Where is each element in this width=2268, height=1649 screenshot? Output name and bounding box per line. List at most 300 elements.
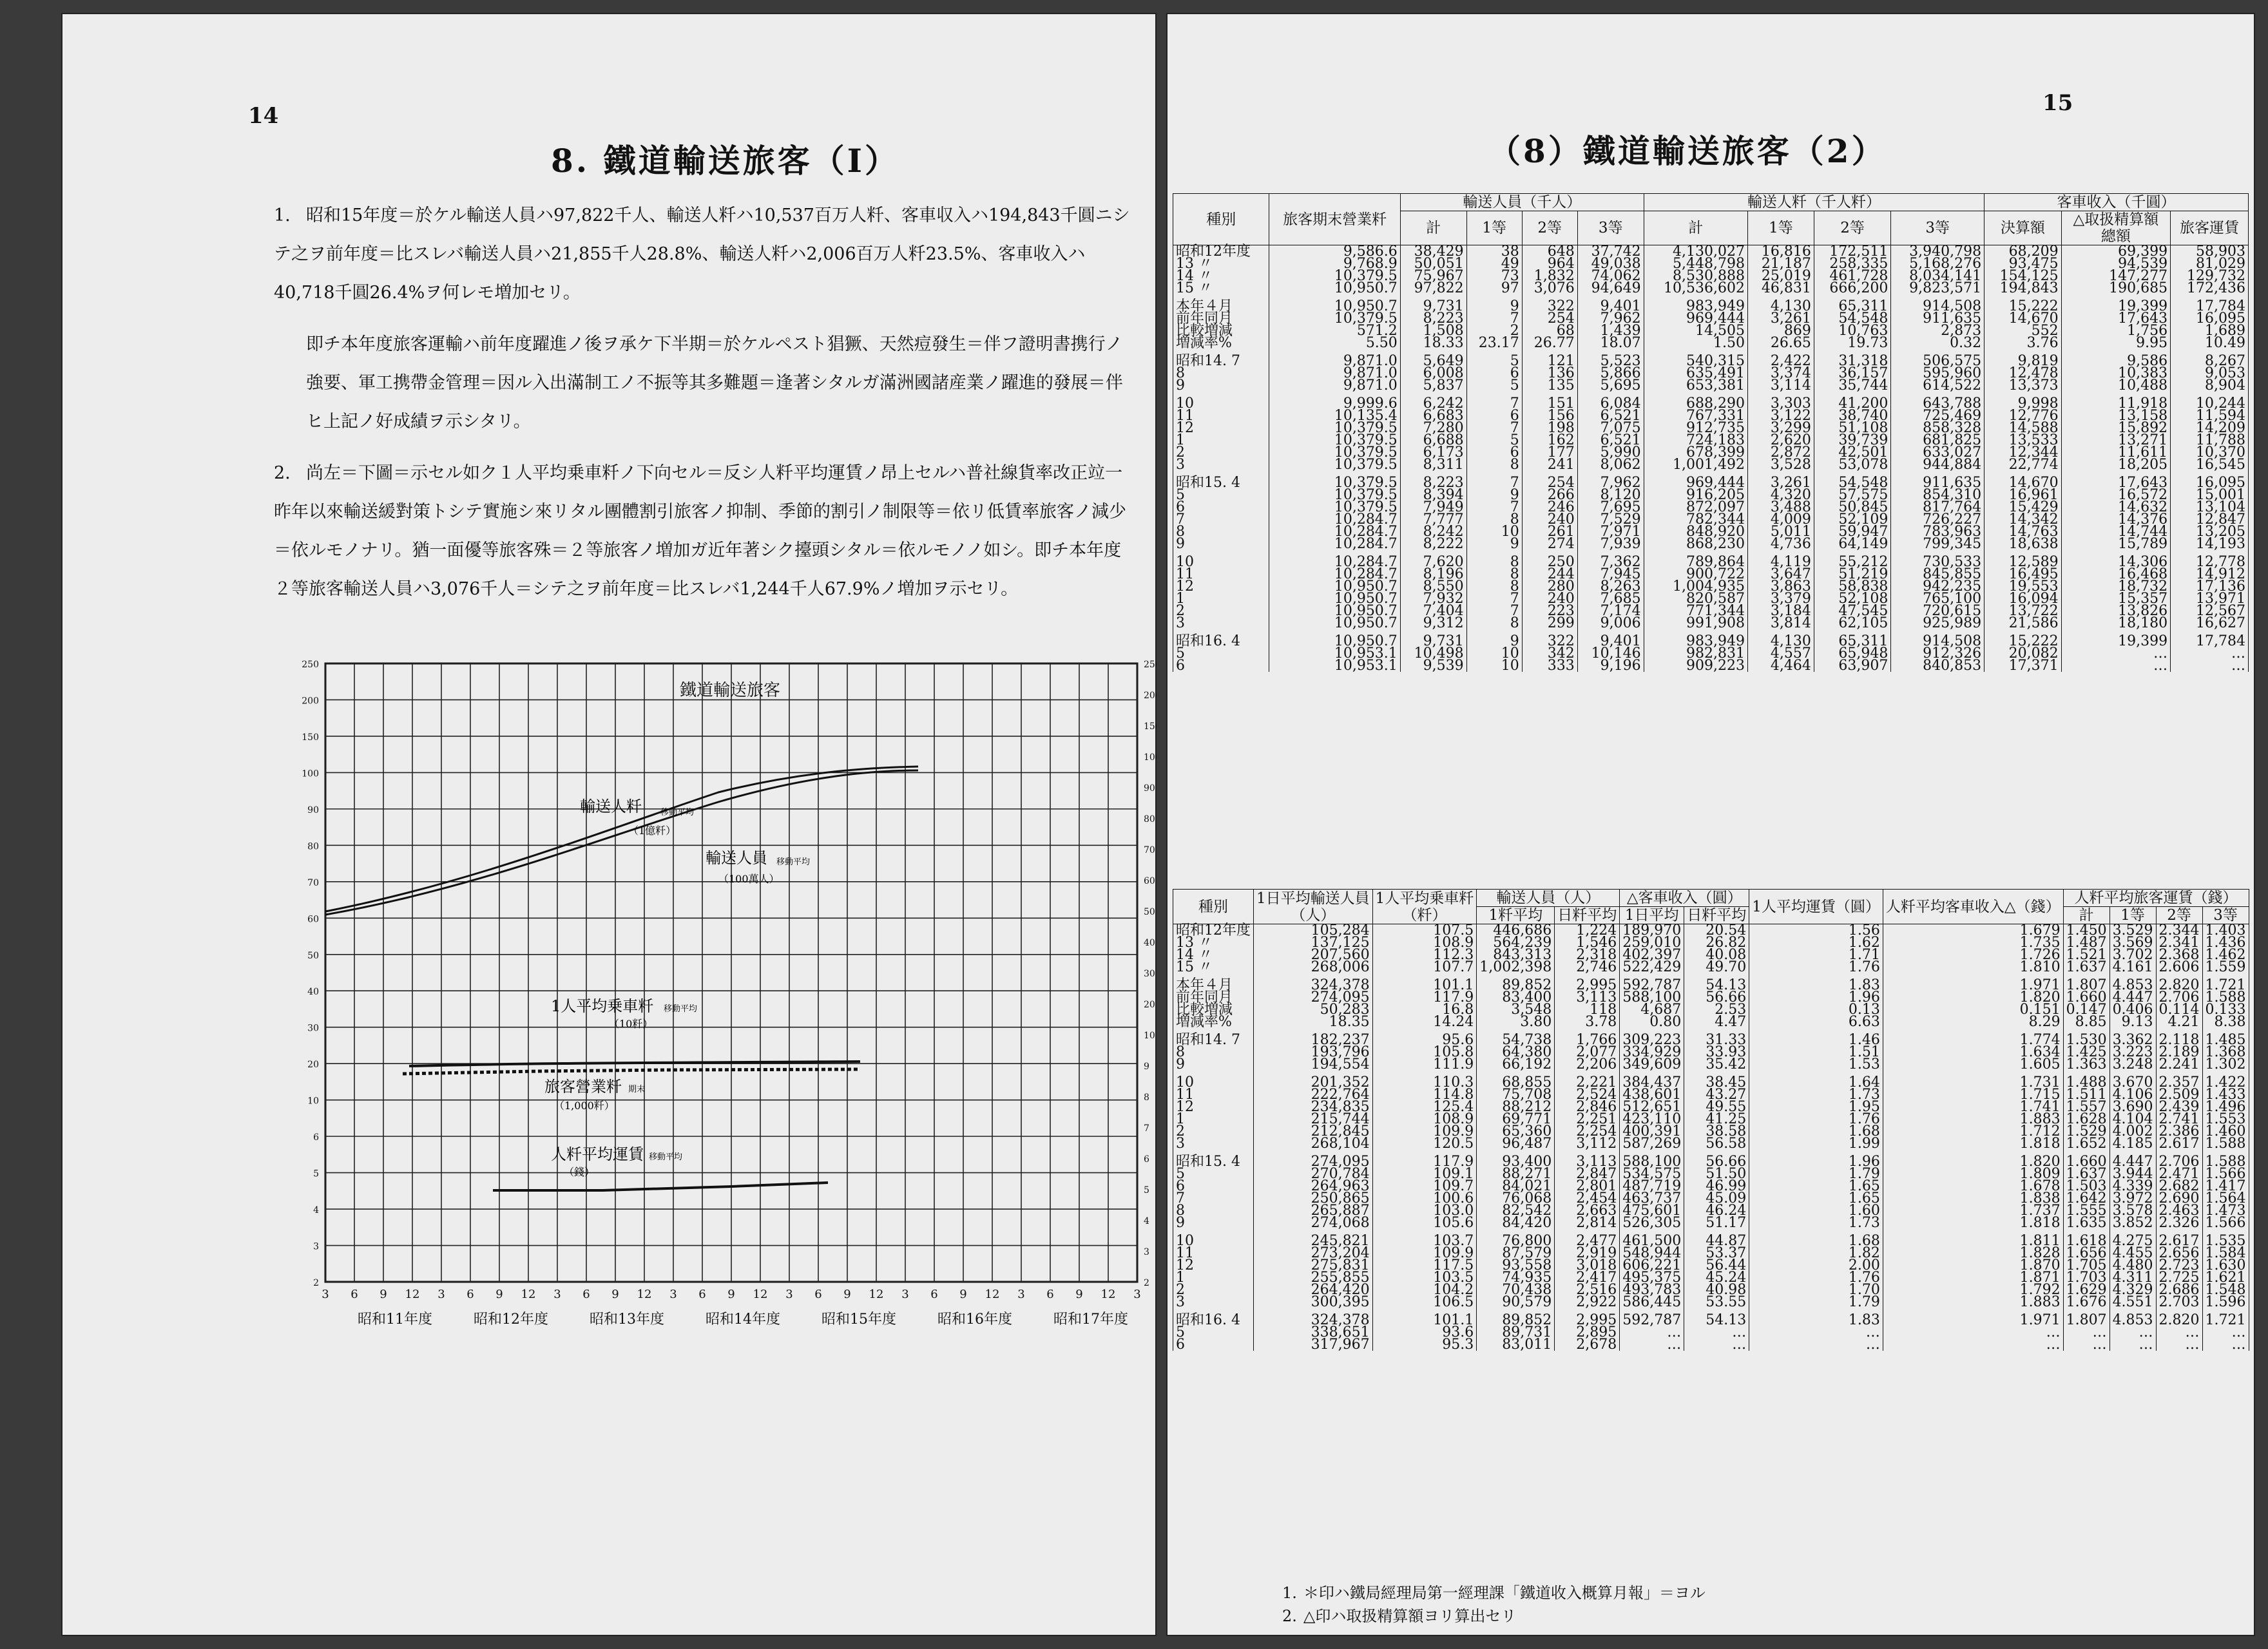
table-cell: 5: [1466, 355, 1522, 367]
table-cell: 2.326: [2156, 1217, 2202, 1229]
month-tick-label: 9: [843, 1288, 851, 1301]
table-cell: 3.362: [2109, 1034, 2156, 1046]
year-label: 昭和16年度: [937, 1311, 1012, 1328]
table-cell: 182,237: [1254, 1034, 1373, 1046]
table-cell: 8,223: [1400, 477, 1466, 489]
table-cell: 534,575: [1620, 1168, 1684, 1180]
month-tick-label: 9: [959, 1288, 967, 1301]
table-cell: 51,108: [1814, 422, 1891, 434]
table-cell: 1.818: [1883, 1217, 2063, 1229]
table-cell: 8,394: [1400, 489, 1466, 501]
table-cell: 73: [1466, 270, 1522, 282]
table-cell: 1,508: [1400, 325, 1466, 337]
table-cell: 13,373: [1984, 379, 2062, 392]
table-cell: 334,929: [1620, 1046, 1684, 1058]
table-cell: 1.73: [1749, 1089, 1883, 1101]
table-cell: …: [1883, 1326, 2063, 1339]
table-cell: 64,380: [1477, 1046, 1555, 1058]
table-cell: 57,575: [1814, 489, 1891, 501]
table-cell: 17,136: [2171, 580, 2249, 593]
table-cell: 8,120: [1577, 489, 1644, 501]
table-cell: 944,884: [1891, 459, 1984, 471]
table-cell: 10,950.7: [1269, 605, 1400, 617]
table-cell: 4,130: [1748, 635, 1814, 647]
table-cell: 2.690: [2156, 1192, 2202, 1205]
table-cell: 14,912: [2171, 568, 2249, 580]
table-cell: 9,731: [1400, 300, 1466, 312]
table-cell: 7,945: [1577, 568, 1644, 580]
month-tick-label: 6: [930, 1288, 938, 1301]
table-cell: 10,950.7: [1269, 593, 1400, 605]
table-cell: 246: [1522, 501, 1577, 513]
table-cell: 1.618: [2063, 1235, 2109, 1247]
month-tick-label: 12: [869, 1288, 884, 1301]
table-cell: 49.55: [1684, 1101, 1749, 1113]
row-label: 昭和15. 4: [1173, 477, 1269, 489]
row-label: 11: [1173, 568, 1269, 580]
table-cell: 1.433: [2202, 1089, 2249, 1101]
table-cell: 1.630: [2202, 1259, 2249, 1272]
table-cell: 4.447: [2109, 991, 2156, 1004]
table-cell: 162: [1522, 434, 1577, 446]
table-cell: 15,429: [1984, 501, 2062, 513]
table-cell: 0.80: [1620, 1016, 1684, 1028]
table-cell: 62,105: [1814, 617, 1891, 629]
table-cell: 4.853: [2109, 1314, 2156, 1326]
table-cell: 111.9: [1372, 1058, 1477, 1071]
axis-tick-label: 60: [307, 914, 319, 925]
col-group-pax-2: 輸送人員（人）: [1477, 890, 1620, 907]
table-cell: 2.725: [2156, 1272, 2202, 1284]
table-cell: 1,766: [1555, 1034, 1620, 1046]
table-cell: 275,831: [1254, 1259, 1373, 1272]
axis-tick-label: 90: [307, 805, 319, 815]
table-cell: 83,400: [1477, 991, 1555, 1004]
table-cell: 4.47: [1684, 1016, 1749, 1028]
label-route-km-note: 期末: [628, 1085, 646, 1094]
table-cell: 3,018: [1555, 1259, 1620, 1272]
axis-tick-label: 3: [313, 1241, 319, 1252]
table-cell: 16,572: [2061, 489, 2170, 501]
table-cell: 991,908: [1644, 617, 1747, 629]
table-cell: 66,192: [1477, 1058, 1555, 1071]
table-cell: 10,953.1: [1269, 647, 1400, 660]
table-cell: 3,303: [1748, 397, 1814, 410]
table-cell: …: [2063, 1339, 2109, 1351]
table-cell: 38.58: [1684, 1125, 1749, 1138]
table-cell: 53.37: [1684, 1247, 1749, 1259]
table-cell: 1.425: [2063, 1046, 2109, 1058]
table-cell: 564,239: [1477, 937, 1555, 949]
col-rev-final: 決算額: [1984, 211, 2062, 245]
table-cell: 69,771: [1477, 1113, 1555, 1125]
table-cell: 6,688: [1400, 434, 1466, 446]
table-cell: 3.670: [2109, 1076, 2156, 1089]
month-tick-label: 3: [437, 1288, 445, 1301]
axis-tick-label: 20: [307, 1060, 319, 1071]
row-label: 3: [1173, 1296, 1254, 1308]
year-label: 昭和12年度: [474, 1311, 548, 1328]
table-cell: 9,539: [1400, 660, 1466, 672]
table-cell: 648: [1522, 245, 1577, 258]
table-cell: 17,643: [2061, 312, 2170, 325]
year-label: 昭和14年度: [706, 1311, 780, 1328]
table-cell: 18.33: [1400, 337, 1466, 349]
col-kind: 種別: [1173, 194, 1269, 245]
table-cell: 333: [1522, 660, 1577, 672]
table-cell: …: [2156, 1339, 2202, 1351]
table-cell: 1.487: [2063, 937, 2109, 949]
left-page: [61, 13, 1161, 1636]
table-cell: 799,345: [1891, 538, 1984, 550]
table-cell: 9,871.0: [1269, 367, 1400, 379]
table-cell: 255,855: [1254, 1272, 1373, 1284]
table-cell: 2.617: [2156, 1235, 2202, 1247]
table-cell: 10,383: [2061, 367, 2170, 379]
table-cell: 461,500: [1620, 1235, 1684, 1247]
axis-tick-label: 8: [1144, 1092, 1149, 1103]
month-tick-label: 12: [1100, 1288, 1116, 1301]
table-cell: 10,950.7: [1269, 635, 1400, 647]
col-rev-total: △取扱精算額 總額: [2061, 211, 2170, 245]
table-cell: 2.386: [2156, 1125, 2202, 1138]
table-cell: 9,401: [1577, 300, 1644, 312]
table-cell: 2,678: [1555, 1339, 1620, 1351]
row-label: 昭和12年度: [1173, 245, 1269, 258]
table-cell: 771,344: [1644, 605, 1747, 617]
table-cell: 280: [1522, 580, 1577, 593]
month-tick-label: 3: [1017, 1288, 1025, 1301]
table-cell: 6: [1466, 410, 1522, 422]
table-cell: 3.76: [1984, 337, 2062, 349]
table-cell: 88,212: [1477, 1101, 1555, 1113]
table-cell: 1.735: [1883, 937, 2063, 949]
table-cell: 9,999.6: [1269, 397, 1400, 410]
table-cell: 8: [1466, 580, 1522, 593]
table-cell: 1.302: [2202, 1058, 2249, 1071]
table-row: [1173, 1339, 2249, 1351]
month-tick-label: 12: [637, 1288, 652, 1301]
table-cell: 273,204: [1254, 1247, 1373, 1259]
table-cell: 726,227: [1891, 513, 1984, 526]
table-cell: 2,454: [1555, 1192, 1620, 1205]
table-cell: 1.496: [2202, 1101, 2249, 1113]
col-kind-2: 種別: [1173, 890, 1254, 924]
table-cell: 35,744: [1814, 379, 1891, 392]
row-label: 9: [1173, 1217, 1254, 1229]
table-cell: 103.5: [1372, 1272, 1477, 1284]
table-cell: 12,344: [1984, 446, 2062, 459]
table-cell: 1.871: [1883, 1272, 2063, 1284]
axis-tick-label: 10: [307, 1096, 319, 1107]
table-cell: 300,395: [1254, 1296, 1373, 1308]
table-cell: 258,335: [1814, 258, 1891, 270]
table-cell: 58,838: [1814, 580, 1891, 593]
table-cell: 7,529: [1577, 513, 1644, 526]
table-cell: 5,168,276: [1891, 258, 1984, 270]
table-cell: 1.588: [2202, 1138, 2249, 1150]
row-label: 6: [1173, 1180, 1254, 1192]
table-cell: 109.1: [1372, 1168, 1477, 1180]
table-cell: 4,009: [1748, 513, 1814, 526]
table-cell: 1,689: [2171, 325, 2249, 337]
table-row: [1173, 1016, 2249, 1028]
table-cell: 8.85: [2063, 1016, 2109, 1028]
axis-tick-label: 40: [1144, 938, 1155, 948]
table-cell: 1.838: [1883, 1192, 2063, 1205]
table-cell: 10,498: [1400, 647, 1466, 660]
table-cell: 3,488: [1748, 501, 1814, 513]
table-cell: 7,362: [1577, 556, 1644, 568]
table-cell: 1.436: [2202, 937, 2249, 949]
month-tick-label: 6: [814, 1288, 822, 1301]
table-cell: 151: [1522, 397, 1577, 410]
table-cell: 1.596: [2202, 1296, 2249, 1308]
table-cell: 10,379.5: [1269, 459, 1400, 471]
table-cell: 12,589: [1984, 556, 2062, 568]
table-cell: 5,990: [1577, 446, 1644, 459]
table-cell: 872,097: [1644, 501, 1747, 513]
table-row: [1173, 660, 2249, 672]
table-cell: 1.564: [2202, 1192, 2249, 1205]
table-cell: 571.2: [1269, 325, 1400, 337]
table-cell: 969,444: [1644, 312, 1747, 325]
table-cell: 51.50: [1684, 1168, 1749, 1180]
table-cell: 1.737: [1883, 1205, 2063, 1217]
month-tick-label: 3: [901, 1288, 909, 1301]
table-cell: 10,284.7: [1269, 568, 1400, 580]
table-cell: 103.0: [1372, 1205, 1477, 1217]
table-cell: 7,939: [1577, 538, 1644, 550]
table-cell: 4,130: [1748, 300, 1814, 312]
row-label: 比較増減: [1173, 325, 1269, 337]
table-cell: 7,695: [1577, 501, 1644, 513]
year-label: 昭和17年度: [1053, 1311, 1128, 1328]
table-cell: 54,738: [1477, 1034, 1555, 1046]
table-cell: 5: [1466, 379, 1522, 392]
table-cell: 858,328: [1891, 422, 1984, 434]
table-cell: 2.723: [2156, 1259, 2202, 1272]
table-cell: 11,918: [2061, 397, 2170, 410]
table-cell: 264,420: [1254, 1284, 1373, 1296]
table-cell: 4.311: [2109, 1272, 2156, 1284]
table-cell: 49,038: [1577, 258, 1644, 270]
table-cell: 14,306: [2061, 556, 2170, 568]
table-cell: 1.511: [2063, 1089, 2109, 1101]
table-cell: 3,184: [1748, 605, 1814, 617]
table-cell: 588,100: [1620, 1156, 1684, 1168]
table-cell: 105,284: [1254, 924, 1373, 937]
col-rev-per-pax: 1人平均運賃（圓）: [1749, 890, 1883, 924]
table-cell: 240: [1522, 593, 1577, 605]
table-cell: 10,953.1: [1269, 660, 1400, 672]
table-cell: 1.726: [1883, 949, 2063, 961]
table-cell: 74,062: [1577, 270, 1644, 282]
table-cell: …: [2202, 1339, 2249, 1351]
table-cell: 13,271: [2061, 434, 2170, 446]
table-cell: 56.66: [1684, 991, 1749, 1004]
table-cell: 3.529: [2109, 924, 2156, 937]
table-cell: 12,478: [1984, 367, 2062, 379]
table-cell: 914,508: [1891, 635, 1984, 647]
footnote-1: 1. ＊印ハ鐵局經理局第一經理課「鐵道收入概算月報」＝ヨル: [1282, 1584, 1706, 1602]
table-cell: 107.5: [1372, 924, 1477, 937]
axis-tick-label: 150: [1144, 721, 1161, 732]
table-cell: 40.08: [1684, 949, 1749, 961]
table-cell: 1.460: [2202, 1125, 2249, 1138]
table-cell: 18,638: [1984, 538, 2062, 550]
table-cell: 1.56: [1749, 924, 1883, 937]
table-cell: 1.818: [1883, 1138, 2063, 1150]
table-cell: …: [1620, 1326, 1684, 1339]
table-cell: 194,554: [1254, 1058, 1373, 1071]
table-cell: 18,732: [2061, 580, 2170, 593]
label-passengers-note: 移動平均: [776, 857, 811, 867]
table-cell: 13,722: [1984, 605, 2062, 617]
table-cell: 41.25: [1684, 1113, 1749, 1125]
table-cell: 35.42: [1684, 1058, 1749, 1071]
table-cell: 614,522: [1891, 379, 1984, 392]
table-cell: 3.569: [2109, 937, 2156, 949]
table-cell: 172,436: [2171, 282, 2249, 294]
table-cell: 2.820: [2156, 979, 2202, 991]
table-cell: 250: [1522, 556, 1577, 568]
month-tick-label: 3: [322, 1288, 329, 1301]
axis-tick-label: 2: [1144, 1278, 1149, 1288]
table-cell: 8: [1466, 568, 1522, 580]
table-cell: 84,420: [1477, 1217, 1555, 1229]
label-avg-distance: 1人平均乗車粁: [551, 997, 654, 1015]
table-cell: 6: [1466, 446, 1522, 459]
row-label: 14 〃: [1173, 949, 1254, 961]
table-traffic-volume: [1173, 193, 2249, 672]
table-cell: 854,310: [1891, 489, 1984, 501]
table-cell: …: [2171, 660, 2249, 672]
table-cell: 1,832: [1522, 270, 1577, 282]
table-cell: 114.8: [1372, 1089, 1477, 1101]
table-cell: 95.6: [1372, 1034, 1477, 1046]
table-cell: 223: [1522, 605, 1577, 617]
table-cell: 2,077: [1555, 1046, 1620, 1058]
table-cell: 93.6: [1372, 1326, 1477, 1339]
table-cell: 16.8: [1372, 1004, 1477, 1016]
row-label: 前年同月: [1173, 991, 1254, 1004]
table-cell: 322: [1522, 635, 1577, 647]
table-cell: 70,438: [1477, 1284, 1555, 1296]
table-cell: 94,539: [2061, 258, 2170, 270]
table-cell: 423,110: [1620, 1113, 1684, 1125]
table-cell: 120.5: [1372, 1138, 1477, 1150]
table-cell: 54,548: [1814, 477, 1891, 489]
table-cell: 42,501: [1814, 446, 1891, 459]
table-cell: 7,971: [1577, 526, 1644, 538]
label-avg-distance-unit: （10粁）: [609, 1018, 653, 1030]
table-cell: 2,422: [1748, 355, 1814, 367]
table-cell: 89,852: [1477, 979, 1555, 991]
table-cell: 1.530: [2063, 1034, 2109, 1046]
table-cell: 400,391: [1620, 1125, 1684, 1138]
table-cell: 1.605: [1883, 1058, 2063, 1071]
table-cell: 47,545: [1814, 605, 1891, 617]
table-cell: …: [2202, 1326, 2249, 1339]
table-cell: 50,283: [1254, 1004, 1373, 1016]
table-cell: 51.17: [1684, 1217, 1749, 1229]
table-cell: 17,371: [1984, 660, 2062, 672]
axis-tick-label: 80: [307, 841, 319, 852]
table-cell: 2,746: [1555, 961, 1620, 973]
table-cell: 5,011: [1748, 526, 1814, 538]
table-cell: 1,224: [1555, 924, 1620, 937]
table-cell: 46,831: [1748, 282, 1814, 294]
axis-tick-label: 5: [313, 1168, 319, 1179]
table-cell: 3,122: [1748, 410, 1814, 422]
table-cell: 1.529: [2063, 1125, 2109, 1138]
table-cell: 3.248: [2109, 1058, 2156, 1071]
table-cell: 106.5: [1372, 1296, 1477, 1308]
table-cell: 9,768.9: [1269, 258, 1400, 270]
table-cell: 2.706: [2156, 991, 2202, 1004]
table-cell: 2.471: [2156, 1168, 2202, 1180]
table-cell: 900,722: [1644, 568, 1747, 580]
table-cell: 16,095: [2171, 312, 2249, 325]
table-cell: 53,078: [1814, 459, 1891, 471]
table-cell: 1.652: [2063, 1138, 2109, 1150]
table-cell: 40.98: [1684, 1284, 1749, 1296]
row-label: 3: [1173, 1138, 1254, 1150]
table-cell: 1.79: [1749, 1168, 1883, 1180]
table-cell: 2.706: [2156, 1156, 2202, 1168]
table-cell: 16,495: [1984, 568, 2062, 580]
month-tick-label: 9: [611, 1288, 619, 1301]
table-cell: 4,119: [1748, 556, 1814, 568]
table-cell: 58,903: [2171, 245, 2249, 258]
axis-tick-label: 200: [1144, 691, 1161, 701]
label-passengers-unit: （100萬人）: [718, 873, 780, 885]
table-cell: 1.71: [1749, 949, 1883, 961]
row-label: 15 〃: [1173, 282, 1269, 294]
table-cell: 8,904: [2171, 379, 2249, 392]
table-cell: 108.9: [1372, 937, 1477, 949]
table-cell: 6.63: [1749, 1016, 1883, 1028]
table-cell: 244: [1522, 568, 1577, 580]
table-cell: 1,439: [1577, 325, 1644, 337]
table-cell: 911,635: [1891, 312, 1984, 325]
row-label: 昭和14. 7: [1173, 355, 1269, 367]
table-cell: 207,560: [1254, 949, 1373, 961]
table-cell: 12,778: [2171, 556, 2249, 568]
table-cell: 1.368: [2202, 1046, 2249, 1058]
table-cell: …: [1684, 1326, 1749, 1339]
table-cell: 765,100: [1891, 593, 1984, 605]
table-cell: 2,206: [1555, 1058, 1620, 1071]
table-cell: 9,823,571: [1891, 282, 1984, 294]
row-label: 11: [1173, 1089, 1254, 1101]
table-cell: 10,379.5: [1269, 312, 1400, 325]
month-tick-label: 6: [698, 1288, 706, 1301]
table-cell: 97,822: [1400, 282, 1466, 294]
table-cell: 54.13: [1684, 979, 1749, 991]
table-cell: 5,649: [1400, 355, 1466, 367]
table-cell: 109.9: [1372, 1125, 1477, 1138]
row-label: 13 〃: [1173, 937, 1254, 949]
row-label: 10: [1173, 397, 1269, 410]
table-cell: 154,125: [1984, 270, 2062, 282]
table-cell: 4.104: [2109, 1113, 2156, 1125]
label-route-km-unit: （1,000粁）: [554, 1100, 615, 1112]
table-cell: 1.741: [1883, 1101, 2063, 1113]
table-cell: 2,922: [1555, 1296, 1620, 1308]
table-cell: 964: [1522, 258, 1577, 270]
